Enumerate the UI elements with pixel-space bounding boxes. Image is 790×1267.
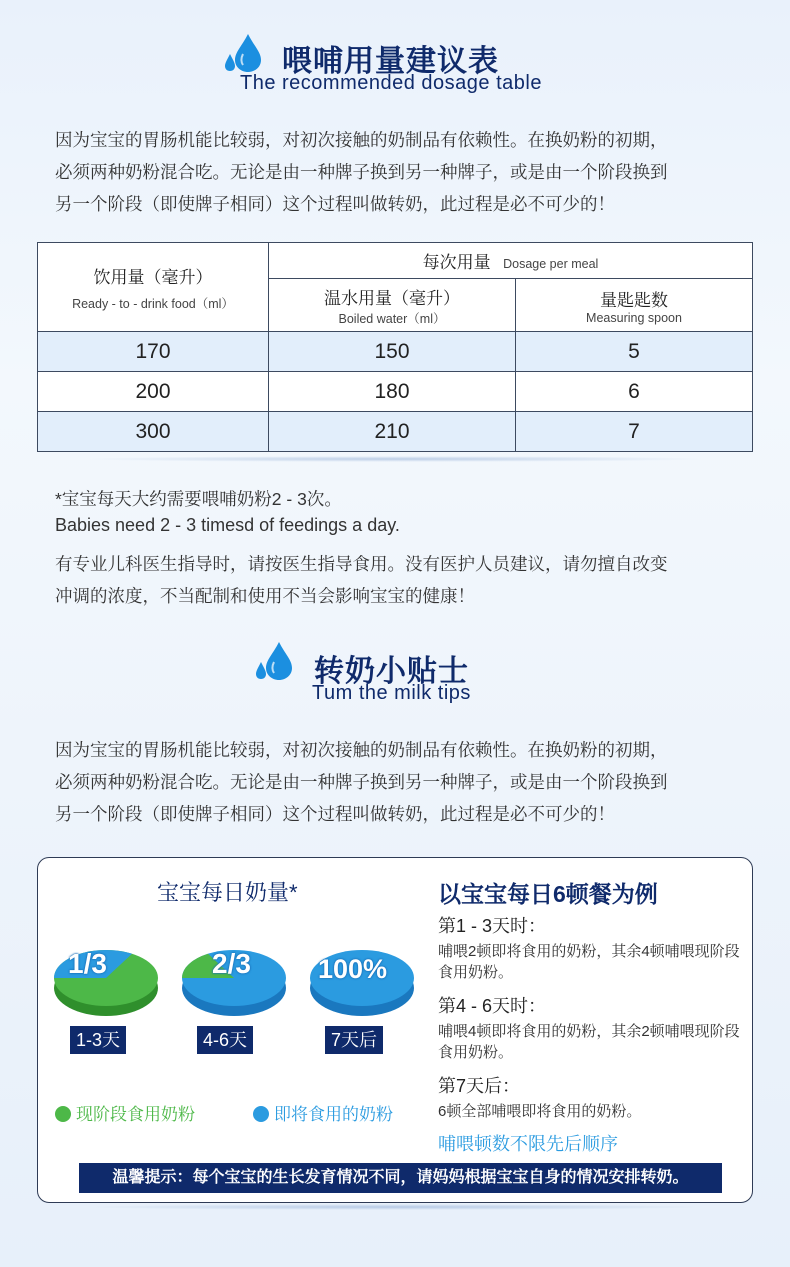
- header-dosage-per-meal: [269, 243, 753, 279]
- cell-ready: 170: [38, 332, 269, 372]
- header-measuring-spoon: [516, 279, 753, 332]
- legend-new-label: 即将食用的奶粉: [274, 1105, 393, 1124]
- intro-line: 因为宝宝的胃肠机能比较弱，对初次接触的奶制品有依赖性。在换奶粉的初期，: [55, 740, 668, 760]
- section2-title: 转奶小贴士: [314, 655, 469, 688]
- intro-line: 必须两种奶粉混合吃。无论是由一种牌子换到另一种牌子，或是由一个阶段换到: [55, 772, 668, 792]
- legend-current: [55, 1100, 195, 1125]
- header-zh: 每次用量: [422, 253, 491, 273]
- feeding-note-zh: *宝宝每天大约需要喂哺奶粉2 - 3次。: [55, 489, 342, 509]
- header-en: Boiled water（ml）: [338, 311, 446, 326]
- six-meals-title: 以宝宝每日6顿餐为例: [438, 881, 658, 907]
- intro-line: 因为宝宝的胃肠机能比较弱，对初次接触的奶制品有依赖性。在换奶粉的初期，: [55, 130, 668, 150]
- legend-new: [253, 1100, 393, 1125]
- day-badge: 4-6天: [197, 1026, 253, 1054]
- cell-ready: 300: [38, 412, 269, 452]
- pie-label: 100%: [318, 954, 388, 984]
- water-drop-icon: [222, 32, 264, 74]
- cell-water: 180: [269, 372, 516, 412]
- pie-label: 2/3: [212, 948, 251, 979]
- water-drop-icon: [253, 640, 295, 682]
- section2-intro: [55, 734, 745, 830]
- advice-line: 有专业儿科医生指导时，请按医生指导食用。没有医护人员建议，请勿擅自改变: [55, 554, 668, 574]
- table-shadow: [80, 456, 710, 462]
- section1-subtitle: The recommended dosage table: [240, 72, 542, 94]
- step-text: 哺喂2顿即将食用的奶粉，其余4顿哺喂现阶段食用奶粉。: [438, 943, 740, 981]
- cell-spoon: 6: [516, 372, 753, 412]
- intro-line: 另一个阶段（即使牌子相同）这个过程叫做转奶，此过程是必不可少的！: [55, 194, 615, 214]
- advice-line: 冲调的浓度，不当配制和使用不当会影响宝宝的健康！: [55, 586, 475, 606]
- header-zh: 量匙匙数: [600, 290, 668, 310]
- section2-subtitle: Tum the milk tips: [312, 682, 471, 704]
- day-badge: 1-3天: [70, 1026, 126, 1054]
- step-heading: 第4 - 6天时：: [438, 996, 547, 1016]
- card-shadow: [80, 1204, 710, 1210]
- legend-current-label: 现阶段食用奶粉: [76, 1105, 195, 1124]
- table-row: [38, 372, 753, 412]
- step-text: 哺喂4顿即将食用的奶粉，其余2顿哺喂现阶段食用奶粉。: [438, 1023, 740, 1061]
- step-text: 6顿全部哺喂即将食用的奶粉。: [438, 1103, 642, 1120]
- intro-line: 另一个阶段（即使牌子相同）这个过程叫做转奶，此过程是必不可少的！: [55, 804, 615, 824]
- pie-label: 1/3: [68, 948, 107, 979]
- section1-title: 喂哺用量建议表: [282, 45, 499, 78]
- header-en: Measuring spoon: [586, 310, 682, 325]
- table-header-row: [38, 243, 753, 279]
- header-boiled-water: [269, 279, 516, 332]
- blue-dot-icon: [253, 1106, 269, 1122]
- cell-water: 210: [269, 412, 516, 452]
- header-ready-to-drink: [38, 243, 269, 332]
- cell-spoon: 5: [516, 332, 753, 372]
- table-row: [38, 412, 753, 452]
- header-zh: 温水用量（毫升）: [324, 288, 460, 308]
- table-row: [38, 332, 753, 372]
- step-heading: 第1 - 3天时：: [438, 916, 547, 936]
- cell-water: 150: [269, 332, 516, 372]
- cell-ready: 200: [38, 372, 269, 412]
- daily-milk-title: 宝宝每日奶量*: [157, 880, 298, 905]
- green-dot-icon: [55, 1106, 71, 1122]
- header-en: Dosage per meal: [503, 257, 599, 272]
- intro-line: 必须两种奶粉混合吃。无论是由一种牌子换到另一种牌子，或是由一个阶段换到: [55, 162, 668, 182]
- header-en: Ready - to - drink food（ml）: [72, 296, 234, 311]
- step-heading: 第7天后：: [438, 1076, 521, 1096]
- day-badge: 7天后: [325, 1026, 383, 1054]
- order-note: 哺喂顿数不限先后顺序: [438, 1134, 618, 1154]
- advice-paragraph: [55, 548, 745, 612]
- feeding-note-en: Babies need 2 - 3 timesd of feedings a day.: [55, 515, 400, 535]
- header-zh: 饮用量（毫升）: [93, 267, 213, 287]
- dosage-table: [37, 242, 753, 452]
- warm-tip-banner: 温馨提示：每个宝宝的生长发育情况不同，请妈妈根据宝宝自身的情况安排转奶。: [79, 1163, 722, 1193]
- section1-intro: [55, 124, 745, 220]
- cell-spoon: 7: [516, 412, 753, 452]
